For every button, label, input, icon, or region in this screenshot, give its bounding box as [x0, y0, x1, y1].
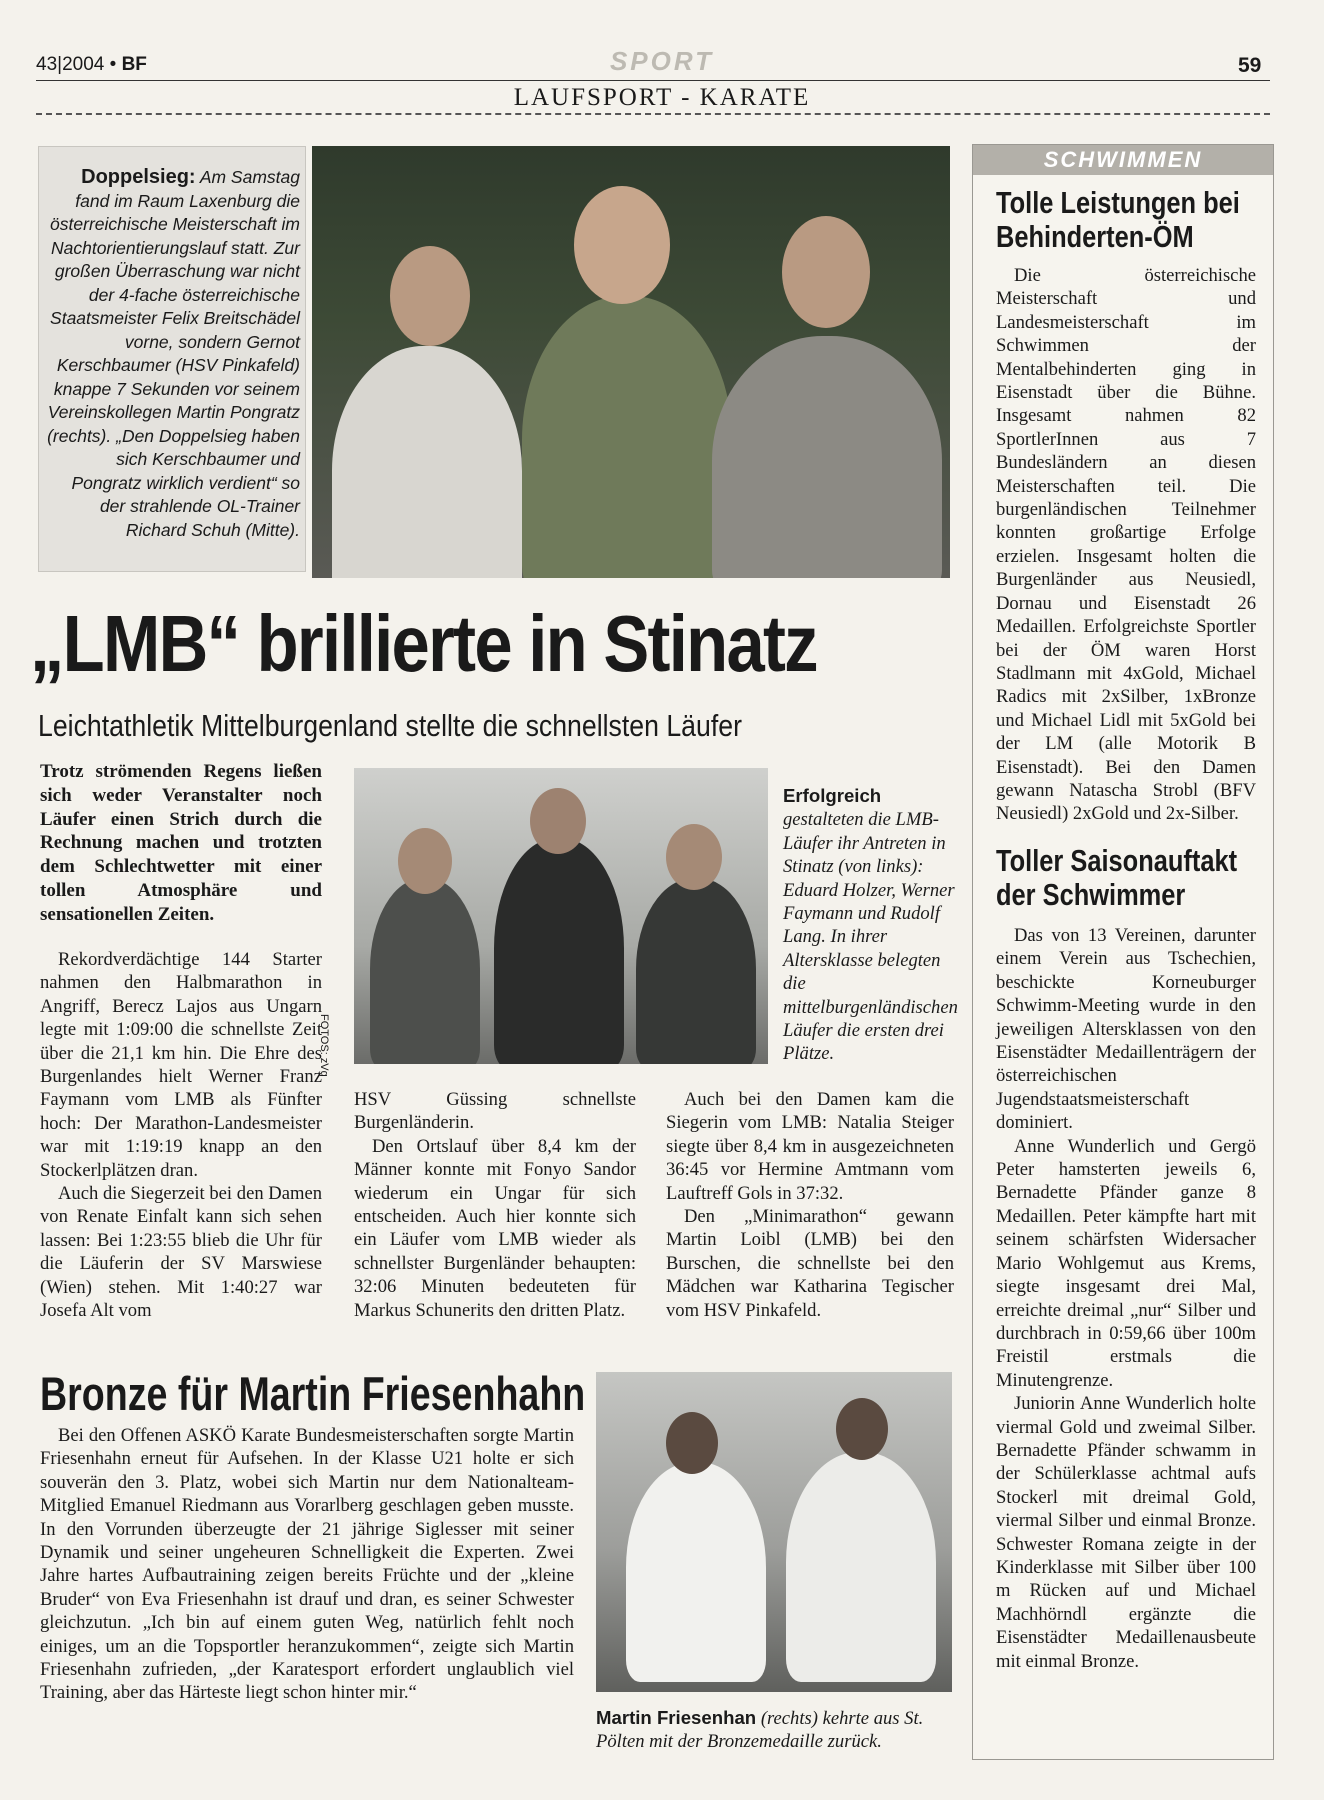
sidebar-headline1-line2: Behinderten-ÖM — [996, 219, 1194, 254]
article1-column1 — [40, 948, 322, 1323]
article1-headline: „LMB“ brillierte in Stinatz — [30, 599, 817, 688]
section-line: LAUFSPORT - KARATE — [513, 84, 811, 111]
article1-col3-para: Den „Minimarathon“ gewann Martin Loibl (LMB) bei den Burschen, die schnellste bei den Mädchen war Katharina Tegischer vom HSV Pinkafeld. — [666, 1206, 954, 1321]
sidebar-article2-para: Anne Wunderlich und Gergö Peter hamsterten jeweils 6, Bernadette Pfänder ganze 8 Medaillen. Peter kämpfte hart mit seinem schärfsten Widersacher Mario Wohlgemut aus Krems, siegte insgesamt drei Mal, erreichte dreimal „nur“ Silber und durchbrach in 0:59,66 über 100m Freistil erstmals die Minutengrenze. — [996, 1135, 1256, 1391]
section-title-top: SPORT — [609, 46, 715, 76]
sidebar-headline2 — [996, 844, 1237, 912]
article1-subhead: Leichtathletik Mittelburgenland stellte die schnellsten Läufer — [38, 708, 742, 743]
photo2-caption — [783, 784, 958, 1066]
sidebar-article2-body — [996, 924, 1256, 1673]
article2-para: Bei den Offenen ASKÖ Karate Bundesmeisterschaften sorgte Martin Friesenhahn erneut für Aufsehen. In der Klasse U21 holte er sich souverän den 3. Platz, wobei sich Martin nur dem Nationalteam-Mitglied Emanuel Riedmann aus Vorarlberg geschlagen geben musste. In den Vorrunden überzeugte der 21 jährige Siglesser mit seiner Dynamik und seiner ungeheuren Schnelligkeit die Experten. Zwei Jahre hartes Aufbautraining zeigen bereits Früchte und der „kleine Bruder“ von Eva Friesenhahn ist drauf und dran, es seiner Schwester gleichzutun. „Ich bin auf einem guten Weg, natürlich fehlt noch einiges, um an die Topsportler heranzukommen“, zeigte sich Martin Friesenhahn zufrieden, „der Karatesport erfordert unglaublich viel Training, aber das Härteste liegt schon hinter mir.“ — [40, 1425, 574, 1704]
sidebar-headline1-line1: Tolle Leistungen bei — [996, 185, 1240, 220]
paper-name: BF — [121, 54, 147, 75]
article1-col1-para: Rekordverdächtige 144 Starter nahmen den Halbmarathon in Angriff, Berecz Lajos aus Ungarn legte mit 1:09:00 die schnellste Zeit über die 21,1 km hin. Die Ehre des Burgenlandes hielt Werner Franz Faymann vom LMB als Fünfter hoch: Der Marathon-Landesmeister war mit 1:19:19 knapp an den Stockerlplätzen dran. — [40, 949, 322, 1181]
article1-lead: Trotz strömenden Regens ließen sich weder Veranstalter noch Läufer einen Strich durch die Rechnung machen und trotzten dem Schlechtwetter mit einer tollen Atmosphäre und sensationellen Zeiten. — [40, 761, 322, 925]
photo3-caption-lead: Martin Friesenhan — [596, 1707, 757, 1728]
article1-column3 — [666, 1088, 954, 1322]
sidebar-tag: SCHWIMMEN — [973, 145, 1273, 175]
photo1-caption — [46, 166, 300, 542]
article1-col2-para: HSV Güssing schnellste Burgenländerin. — [354, 1089, 636, 1134]
photo3-caption-text: (rechts) kehrte aus St. Pölten mit der Bronzemedaille zurück. — [596, 1708, 924, 1753]
photo1-caption-text: Am Samstag fand im Raum Laxenburg die österreichische Meisterschaft im Nachtorientierungslauf statt. Zur großen Überraschung war nicht der 4-fache österreichische Staatsmeister Felix Breitschädel vorne, sondern Gernot Kerschbaumer (HSV Pinkafeld) knappe 7 Sekunden vor seinem Vereinskollegen Martin Pongratz (rechts). „Den Doppelsieg haben sich Kerschbaumer und Pongratz wirklich verdient“ so der strahlende OL-Trainer Richard Schuh (Mitte). — [47, 167, 300, 540]
photo-podium-runners — [354, 768, 768, 1064]
sidebar-headline1 — [996, 186, 1240, 254]
article1-col1-para: Auch die Siegerzeit bei den Damen von Renate Einfalt kann sich sehen lassen: Bei 1:23:55 blieb die Uhr für die Läuferin der SV Marswiese (Wien) stehen. Mit 1:40:27 war Josefa Alt vom — [40, 1183, 322, 1322]
photo-orienteering-runners — [312, 146, 950, 578]
sidebar-article2-para: Das von 13 Vereinen, darunter einem Verein aus Tschechien, beschickte Korneuburger Schwimm-Meeting wurde in den jeweiligen Altersklassen von den Eisenstädter Medaillenträgern der österreichischen Jugendstaatsmeisterschaft dominiert. — [996, 925, 1256, 1134]
photo2-caption-text: gestalteten die LMB-Läufer ihr Antreten in Stinatz (von links): Eduard Holzer, Werner Faymann und Rudolf Lang. In ihrer Altersklasse belegten die mittelburgenländischen Läufer die ersten drei Plätze. — [783, 809, 958, 1065]
sidebar-article2-para: Juniorin Anne Wunderlich holte viermal Gold und zweimal Silber. Bernadette Pfänder schwamm in der Schülerklasse achtmal aufs Stockerl mit dreimal Gold, viermal Silber und einmal Bronze. Schwester Romana zeigte in der Kinderklasse mit Silber über 100 m Rücken auf und Michael Machhörndl ergänzte die Eisenstädter Medaillenausbeute mit einmal Bronze. — [996, 1393, 1256, 1672]
photo-credit: FOTOS: zVg — [318, 1014, 330, 1077]
photo-karate-fight — [596, 1372, 952, 1692]
sidebar-headline2-line2: der Schwimmer — [996, 877, 1186, 912]
sidebar-article1-para: Die österreichische Meisterschaft und Landesmeisterschaft im Schwimmen der Mentalbehinderten ging in Eisenstadt über die Bühne. Insgesamt nahmen 82 SportlerInnen aus 7 Bundesländern an diesen Meisterschaften teil. Die burgenländischen Teilnehmer konnten großartige Erfolge erzielen. Insgesamt holten die Burgenländer aus Neusiedl, Dornau und Eisenstadt 26 Medaillen. Erfolgreichste Sportler bei der ÖM waren Horst Stadlmann mit 4xGold, Michael Radics mit 2xSilber, 1xBronze und Michael Lidl mit 5xGold bei der LM (alle Motorik B Eisenstadt). Bei den Damen gewann Natascha Strobl (BFV Neusiedl) 2xGold und 2x-Silber. — [996, 265, 1256, 825]
photo1-caption-lead: Doppelsieg: — [81, 166, 196, 188]
article2-body — [40, 1424, 574, 1705]
article1-col2-para: Den Ortslauf über 8,4 km der Männer konnte mit Fonyo Sandor wiederum ein Ungar für sich entscheiden. Auch hier konnte sich ein Läufer vom LMB wieder als schnellster Burgenländer behaupten: 32:06 Minuten bedeuteten für Markus Schunerits den dritten Platz. — [354, 1135, 636, 1321]
page-number: 59 — [1238, 54, 1262, 77]
header-dashed-rule — [36, 113, 1270, 115]
bullet: • — [109, 54, 117, 75]
photo3-caption — [596, 1706, 956, 1754]
article1-col3-para: Auch bei den Damen kam die Siegerin vom LMB: Natalia Steiger siegte über 8,4 km in ausgezeichneten 36:45 vor Hermine Amtmann vom Lauftreff Gols in 37:32. — [666, 1089, 954, 1204]
header-rule — [36, 80, 1270, 81]
photo2-caption-lead: Erfolgreich — [783, 785, 882, 806]
sidebar-headline2-line1: Toller Saisonauftakt — [996, 843, 1238, 878]
article2-headline: Bronze für Martin Friesenhahn — [40, 1367, 586, 1420]
sidebar-article1-body — [996, 264, 1256, 826]
issue-number: 43|2004 — [36, 54, 105, 75]
article1-column2 — [354, 1088, 636, 1322]
